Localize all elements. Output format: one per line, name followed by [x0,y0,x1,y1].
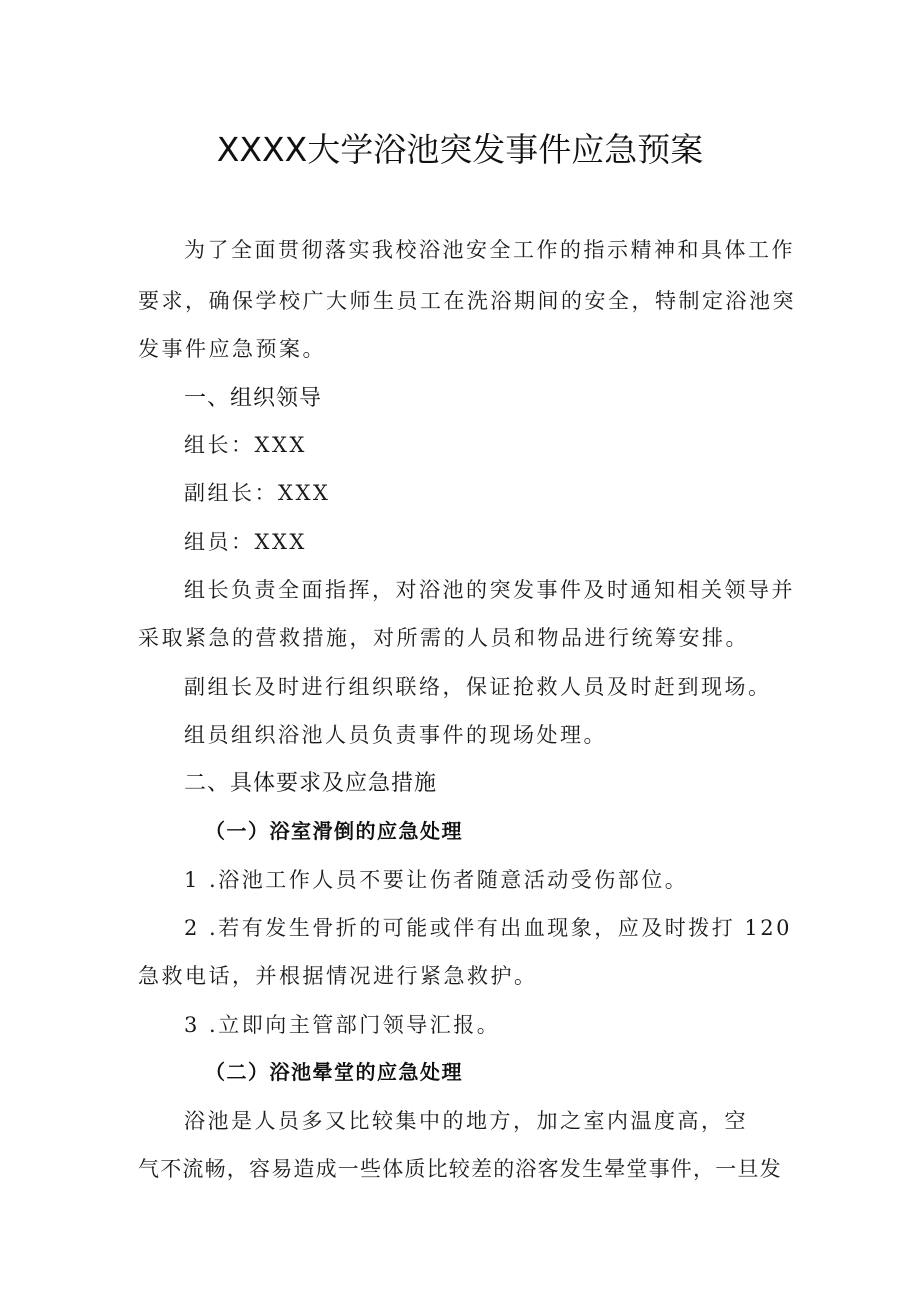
deputy-line: 副组长：XXX [184,481,331,505]
item-3: 3 .立即向主管部门领导汇报。 [184,1013,501,1037]
intro-line-1: 为了全面贯彻落实我校浴池安全工作的指示精神和具体工作 [184,238,795,262]
intro-line-3: 发事件应急预案。 [138,337,326,361]
document-title: XXXX大学浴池突发事件应急预案 [216,130,704,169]
faint-para-line-1: 浴池是人员多又比较集中的地方，加之室内温度高，空 [184,1109,748,1133]
intro-line-2: 要求，确保学校广大师生员工在洗浴期间的安全，特制定浴池突 [138,289,796,313]
leader-line: 组长：XXX [184,433,307,457]
subsection-1-heading: （一）浴室滑倒的应急处理 [205,819,463,843]
item-2-line-2: 急救电话，并根据情况进行紧急救护。 [138,964,538,988]
item-2-line-1: 2 .若有发生骨折的可能或伴有出血现象，应及时拨打 120 [184,916,792,940]
leader-duty-line-2: 采取紧急的营救措施，对所需的人员和物品进行统筹安排。 [138,626,749,650]
subsection-2-heading: （二）浴池晕堂的应急处理 [205,1060,463,1084]
section-2-heading: 二、具体要求及应急措施 [184,771,438,796]
item-1: 1 .浴池工作人员不要让伤者随意活动受伤部位。 [184,868,689,892]
section-1-heading: 一、组织领导 [184,386,323,411]
leader-duty-line-1: 组长负责全面指挥，对浴池的突发事件及时通知相关领导并 [184,578,795,602]
deputy-duty-line: 副组长及时进行组织联络，保证抢救人员及时赶到现场。 [184,675,772,699]
member-line: 组员：XXX [184,530,307,554]
faint-para-line-2: 气不流畅，容易造成一些体质比较差的浴客发生晕堂事件，一旦发 [138,1157,782,1181]
member-duty-line: 组员组织浴池人员负责事件的现场处理。 [184,723,607,747]
